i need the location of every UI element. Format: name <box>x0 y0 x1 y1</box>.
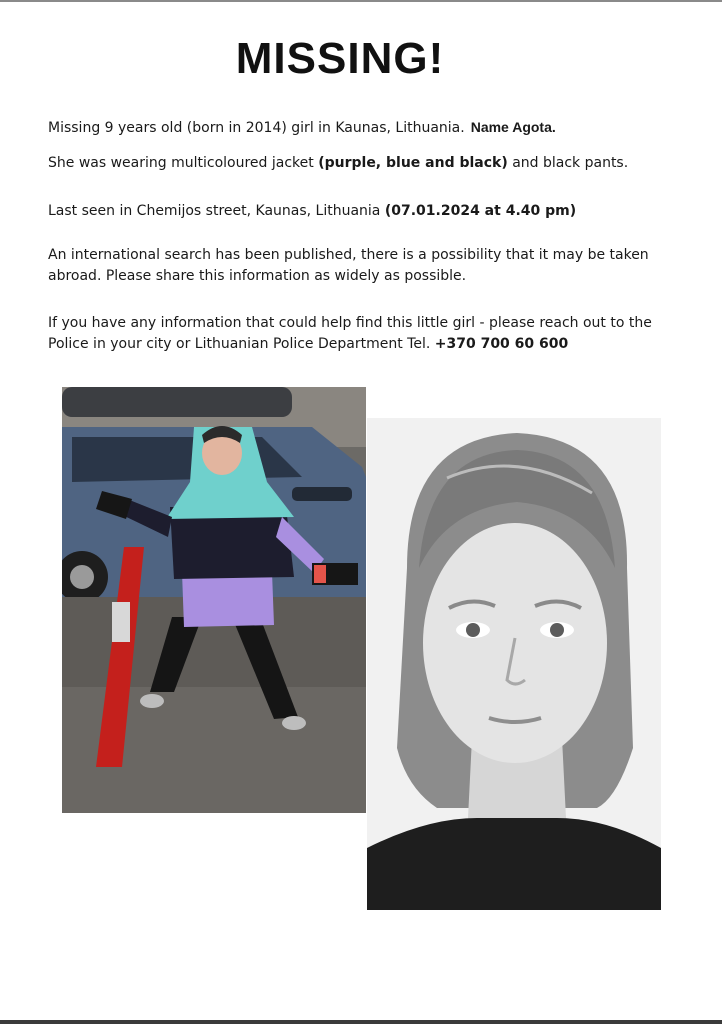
clothing-description <box>48 153 688 174</box>
search-notice: An international search has been published, there is a possibility that it may be taken abroad. Please share this information as widely as possible. <box>48 247 649 284</box>
police-phone: +370 700 60 600 <box>434 336 569 352</box>
contact-info <box>48 313 688 355</box>
clothing-text-pre: She was wearing multicoloured jacket <box>48 155 319 171</box>
missing-person-name: Name Agota. <box>470 119 556 135</box>
clothing-text-post: and black pants. <box>507 155 629 171</box>
clothing-colors: (purple, blue and black) <box>318 155 508 171</box>
missing-description-text: Missing 9 years old (born in 2014) girl in Kaunas, Lithuania. <box>48 120 465 136</box>
bottom-border <box>0 1020 722 1024</box>
poster-title: MISSING! <box>235 34 445 83</box>
last-seen-location: Last seen in Chemijos street, Kaunas, Lithuania <box>48 203 385 219</box>
last-seen <box>48 201 688 222</box>
photo-portrait <box>367 418 661 910</box>
contact-text: If you have any information that could help find this little girl - please reach out to the Police in your city or Lithuanian Police Department Tel. <box>48 315 652 352</box>
last-seen-datetime: (07.01.2024 at 4.40 pm) <box>384 203 577 219</box>
missing-description <box>48 117 688 139</box>
photo-ski-outfit <box>62 387 366 813</box>
top-border <box>0 0 722 2</box>
